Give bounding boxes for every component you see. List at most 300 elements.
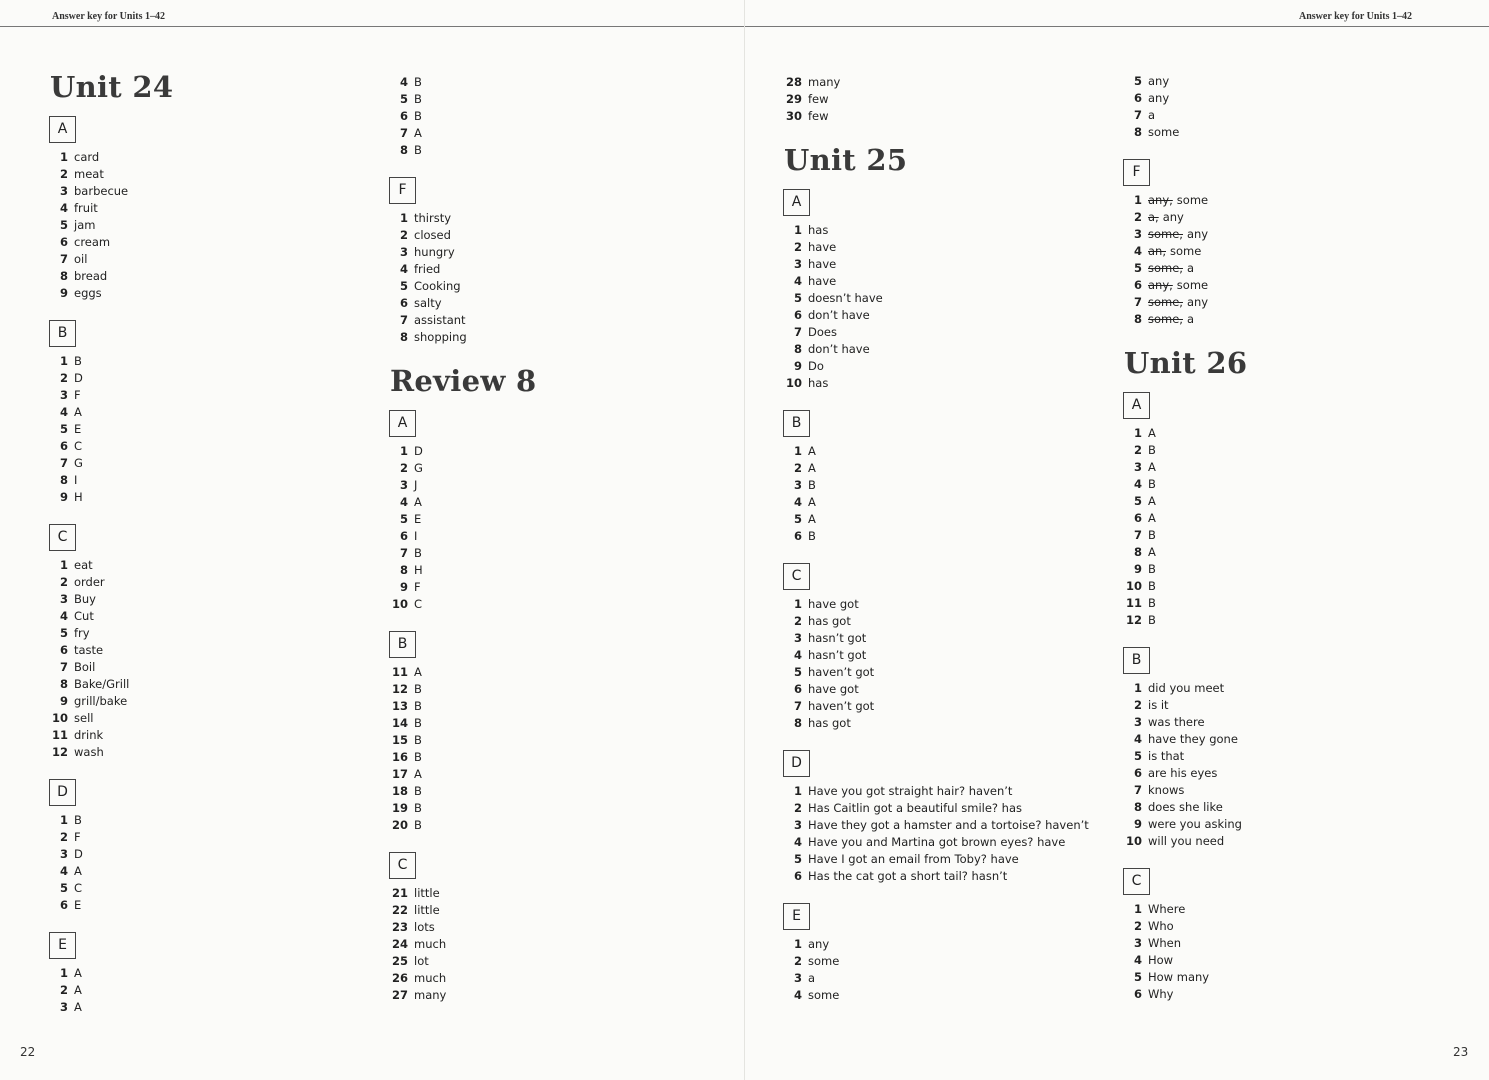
answer-number: 2 (59, 167, 68, 181)
exercise-letter-box: C (1123, 868, 1150, 895)
answer-text: any, (1148, 193, 1173, 207)
answer-text: B (414, 801, 422, 815)
answer-text: drink (74, 728, 104, 742)
answer-number: 9 (59, 490, 68, 504)
answer-row (50, 489, 173, 506)
answer-number: 4 (793, 988, 802, 1002)
answer-number: 4 (59, 405, 68, 419)
answer-number: 6 (1133, 278, 1142, 292)
answer-row (784, 256, 1089, 273)
answer-number: 7 (59, 456, 68, 470)
answer-text: order (74, 575, 105, 589)
exercise-section (1124, 868, 1247, 1003)
answer-text: don’t have (808, 342, 870, 356)
answer-number: 9 (793, 359, 802, 373)
answer-text: A (414, 665, 422, 679)
answer-row (784, 783, 1089, 800)
answer-number: 3 (399, 478, 408, 492)
unit-title: Review 8 (390, 364, 537, 398)
answer-row (50, 999, 173, 1016)
answer-number: 3 (793, 971, 802, 985)
answer-number: 7 (399, 546, 408, 560)
answer-text: eat (74, 558, 93, 572)
exercise-section (50, 932, 173, 1016)
answer-number: 5 (1133, 74, 1142, 88)
answer-number: 3 (59, 592, 68, 606)
answer-number: 3 (793, 257, 802, 271)
answer-text: is it (1148, 698, 1169, 712)
answer-text: B (74, 813, 82, 827)
answer-number: 7 (1133, 528, 1142, 542)
answer-text: taste (74, 643, 104, 657)
answer-number: 7 (1133, 783, 1142, 797)
answer-text: B (414, 818, 422, 832)
answer-text: fruit (74, 201, 98, 215)
unit-title: Unit 26 (1124, 346, 1248, 380)
answer-number: 11 (51, 728, 68, 742)
answer-text: Buy (74, 592, 96, 606)
column-2 (390, 74, 537, 1022)
answer-row (1124, 311, 1247, 328)
answer-row (390, 885, 537, 902)
answer-number: 3 (59, 388, 68, 402)
answer-number: 2 (1133, 698, 1142, 712)
answer-number: 1 (59, 813, 68, 827)
answer-text: H (74, 490, 83, 504)
answer-text: A (808, 512, 816, 526)
answer-row (390, 817, 537, 834)
answer-row (784, 324, 1089, 341)
answer-text: fried (414, 262, 441, 276)
answer-row (1124, 612, 1247, 629)
answer-number: 7 (1133, 295, 1142, 309)
answer-number: 6 (59, 898, 68, 912)
answer-text: knows (1148, 783, 1185, 797)
answer-text: few (808, 92, 829, 106)
answer-row (1124, 833, 1247, 850)
answer-row (50, 183, 173, 200)
answer-text: shopping (414, 330, 467, 344)
corrected-answer: a (1186, 261, 1195, 275)
answer-number: 8 (59, 677, 68, 691)
exercise-section (50, 779, 173, 914)
answer-row (1124, 294, 1247, 311)
answer-row (50, 149, 173, 166)
answer-text: B (1148, 562, 1156, 576)
answer-text: don’t have (808, 308, 870, 322)
corrected-answer: any (1162, 210, 1184, 224)
answer-row (784, 74, 1089, 91)
answer-row (784, 108, 1089, 125)
answer-row (1124, 209, 1247, 226)
answer-row (50, 574, 173, 591)
answer-number: 5 (1133, 494, 1142, 508)
answer-row (390, 936, 537, 953)
answer-row (390, 766, 537, 783)
answer-text: doesn’t have (808, 291, 883, 305)
answer-number: 4 (59, 201, 68, 215)
answer-text: any (808, 937, 830, 951)
answer-row (50, 387, 173, 404)
answer-text: B (414, 716, 422, 730)
answer-number: 1 (59, 354, 68, 368)
answer-text: haven’t got (808, 699, 875, 713)
answer-text: Why (1148, 987, 1174, 1001)
answer-text: thirsty (414, 211, 452, 225)
answer-text: card (74, 150, 100, 164)
answer-number: 3 (399, 245, 408, 259)
exercise-section (390, 852, 537, 1004)
answer-number: 20 (391, 818, 408, 832)
answer-number: 6 (399, 529, 408, 543)
answer-row (50, 404, 173, 421)
left-page-number: 22 (20, 1045, 36, 1059)
answer-number: 4 (399, 75, 408, 89)
answer-number: 5 (793, 665, 802, 679)
answer-text: a, (1148, 210, 1159, 224)
exercise-section (1124, 159, 1247, 328)
answer-text: J (414, 478, 418, 492)
answer-text: B (808, 529, 816, 543)
answer-row (50, 472, 173, 489)
answer-number: 6 (399, 109, 408, 123)
answer-number: 6 (399, 296, 408, 310)
answer-row (784, 358, 1089, 375)
answer-number: 2 (399, 461, 408, 475)
answer-row (390, 579, 537, 596)
answer-number: 1 (793, 223, 802, 237)
answer-row (390, 108, 537, 125)
answer-row (50, 268, 173, 285)
answer-number: 10 (51, 711, 68, 725)
exercise-letter-box: A (783, 189, 810, 216)
answer-text: hasn’t got (808, 648, 867, 662)
answer-number: 4 (793, 495, 802, 509)
exercise-letter-box: B (1123, 647, 1150, 674)
answer-row (50, 642, 173, 659)
answer-number: 12 (391, 682, 408, 696)
corrected-answer: any (1186, 227, 1209, 241)
answer-number: 7 (59, 252, 68, 266)
exercise-letter-box: C (389, 852, 416, 879)
answer-row (784, 664, 1089, 681)
answer-row (390, 800, 537, 817)
exercise-section (784, 750, 1089, 885)
answer-text: A (1148, 494, 1156, 508)
answer-number: 8 (399, 143, 408, 157)
answer-row (784, 936, 1089, 953)
answer-number: 6 (59, 439, 68, 453)
answer-number: 3 (1133, 227, 1142, 241)
answer-row (784, 834, 1089, 851)
answer-text: any, (1148, 278, 1173, 292)
answer-number: 2 (1133, 443, 1142, 457)
answer-number: 8 (1133, 800, 1142, 814)
answer-text: some (1148, 125, 1180, 139)
answer-text: B (1148, 528, 1156, 542)
answer-number: 4 (59, 609, 68, 623)
answer-number: 8 (1133, 125, 1142, 139)
answer-text: are his eyes (1148, 766, 1218, 780)
answer-number: 6 (1133, 987, 1142, 1001)
answer-text: has (808, 223, 829, 237)
answer-number: 5 (1133, 970, 1142, 984)
answer-text: B (414, 546, 422, 560)
answer-row (784, 987, 1089, 1004)
answer-row (784, 800, 1089, 817)
left-header-rule (0, 26, 744, 27)
answer-row (390, 74, 537, 91)
answer-text: have got (808, 682, 859, 696)
answer-row (1124, 527, 1247, 544)
answer-text: How many (1148, 970, 1210, 984)
answer-number: 1 (59, 558, 68, 572)
answer-row (50, 591, 173, 608)
answer-text: Bake/Grill (74, 677, 130, 691)
answer-text: some, (1148, 312, 1183, 326)
answer-number: 7 (399, 313, 408, 327)
answer-number: 5 (59, 218, 68, 232)
answer-row (1124, 578, 1247, 595)
answer-row (784, 647, 1089, 664)
answer-number: 6 (1133, 766, 1142, 780)
continued-list (390, 74, 537, 159)
unit-title: Unit 25 (784, 143, 908, 177)
answer-number: 5 (59, 881, 68, 895)
answer-number: 9 (59, 286, 68, 300)
answer-text: Have you got straight hair? haven’t (808, 784, 1013, 798)
answer-row (1124, 697, 1247, 714)
answer-text: B (1148, 579, 1156, 593)
answer-row (50, 812, 173, 829)
answer-row (50, 659, 173, 676)
answer-row (390, 596, 537, 613)
answer-text: has (808, 376, 829, 390)
answer-text: B (808, 478, 816, 492)
answer-row (390, 460, 537, 477)
answer-text: D (414, 444, 423, 458)
answer-text: Has the cat got a short tail? hasn’t (808, 869, 1008, 883)
answer-row (784, 681, 1089, 698)
answer-number: 1 (793, 597, 802, 611)
answer-number: 3 (793, 478, 802, 492)
answer-row (1124, 595, 1247, 612)
answer-row (1124, 935, 1247, 952)
answer-number: 6 (1133, 511, 1142, 525)
answer-number: 5 (1133, 749, 1142, 763)
answer-number: 14 (391, 716, 408, 730)
answer-number: 2 (1133, 210, 1142, 224)
answer-text: jam (74, 218, 96, 232)
answer-text: E (74, 898, 82, 912)
answer-number: 5 (399, 92, 408, 106)
answer-text: B (1148, 613, 1156, 627)
answer-number: 8 (399, 330, 408, 344)
answer-row (1124, 260, 1247, 277)
answer-text: little (414, 886, 440, 900)
answer-number: 5 (793, 291, 802, 305)
corrected-answer: some (1170, 244, 1202, 258)
exercise-section (784, 903, 1089, 1004)
answer-number: 2 (793, 461, 802, 475)
answer-text: B (414, 75, 422, 89)
answer-number: 22 (391, 903, 408, 917)
answer-row (390, 329, 537, 346)
answer-text: A (414, 495, 422, 509)
answer-text: B (414, 682, 422, 696)
answer-row (784, 953, 1089, 970)
answer-number: 9 (1133, 817, 1142, 831)
answer-text: Have they got a hamster and a tortoise? haven’t (808, 818, 1089, 832)
column-1 (50, 70, 173, 1034)
answer-row (390, 987, 537, 1004)
answer-row (390, 783, 537, 800)
answer-text: Boil (74, 660, 96, 674)
answer-row (1124, 442, 1247, 459)
answer-number: 5 (59, 626, 68, 640)
answer-number: 6 (793, 682, 802, 696)
answer-text: some, (1148, 261, 1183, 275)
answer-text: G (414, 461, 423, 475)
answer-row (390, 511, 537, 528)
answer-text: A (414, 767, 422, 781)
answer-number: 3 (793, 818, 802, 832)
exercise-section (390, 177, 537, 346)
continued-list (1124, 73, 1247, 141)
answer-text: A (1148, 511, 1156, 525)
answer-row (390, 494, 537, 511)
answer-row (50, 557, 173, 574)
answer-number: 5 (793, 512, 802, 526)
answer-row (1124, 748, 1247, 765)
answer-text: some (808, 988, 840, 1002)
answer-row (50, 166, 173, 183)
answer-number: 2 (793, 801, 802, 815)
answer-number: 7 (793, 325, 802, 339)
answer-row (50, 880, 173, 897)
answer-number: 26 (391, 971, 408, 985)
answer-text: B (414, 109, 422, 123)
answer-row (50, 965, 173, 982)
answer-row (1124, 731, 1247, 748)
answer-number: 17 (391, 767, 408, 781)
exercise-letter-box: B (783, 410, 810, 437)
exercise-letter-box: A (389, 410, 416, 437)
answer-row (50, 846, 173, 863)
answer-row (1124, 714, 1247, 731)
unit-title: Unit 24 (50, 70, 174, 104)
exercise-letter-box: E (49, 932, 76, 959)
answer-row (390, 278, 537, 295)
answer-row (784, 460, 1089, 477)
answer-text: I (414, 529, 418, 543)
answer-number: 4 (793, 648, 802, 662)
answer-text: have they gone (1148, 732, 1238, 746)
answer-text: much (414, 971, 447, 985)
answer-row (784, 341, 1089, 358)
answer-number: 5 (793, 852, 802, 866)
answer-text: some, (1148, 295, 1183, 309)
answer-text: D (74, 371, 83, 385)
answer-text: B (414, 92, 422, 106)
answer-text: fry (74, 626, 90, 640)
answer-text: will you need (1148, 834, 1225, 848)
answer-number: 29 (785, 92, 802, 106)
answer-text: A (808, 444, 816, 458)
answer-row (1124, 680, 1247, 697)
answer-text: E (414, 512, 422, 526)
answer-row (1124, 918, 1247, 935)
answer-text: Have you and Martina got brown eyes? have (808, 835, 1066, 849)
exercise-section (50, 320, 173, 506)
answer-text: have (808, 240, 837, 254)
answer-text: many (808, 75, 841, 89)
answer-text: When (1148, 936, 1182, 950)
answer-row (50, 370, 173, 387)
answer-text: some, (1148, 227, 1183, 241)
exercise-letter-box: D (49, 779, 76, 806)
answer-text: A (808, 461, 816, 475)
answer-number: 25 (391, 954, 408, 968)
answer-text: Has Caitlin got a beautiful smile? has (808, 801, 1023, 815)
answer-row (50, 353, 173, 370)
answer-row (784, 511, 1089, 528)
answer-row (390, 562, 537, 579)
answer-row (390, 902, 537, 919)
answer-number: 21 (391, 886, 408, 900)
answer-row (390, 715, 537, 732)
answer-number: 30 (785, 109, 802, 123)
answer-row (1124, 544, 1247, 561)
answer-text: C (414, 597, 423, 611)
answer-number: 12 (1125, 613, 1142, 627)
right-header-rule (744, 26, 1489, 27)
answer-number: 5 (399, 512, 408, 526)
answer-row (50, 608, 173, 625)
answer-row (784, 91, 1089, 108)
column-4 (1124, 73, 1247, 1021)
answer-row (784, 494, 1089, 511)
answer-number: 8 (1133, 545, 1142, 559)
answer-text: was there (1148, 715, 1205, 729)
answer-number: 7 (59, 660, 68, 674)
answer-text: B (414, 143, 422, 157)
answer-text: A (414, 126, 422, 140)
answer-number: 10 (391, 597, 408, 611)
answer-text: hungry (414, 245, 455, 259)
answer-number: 1 (59, 150, 68, 164)
answer-row (1124, 782, 1247, 799)
answer-row (1124, 901, 1247, 918)
answer-number: 3 (793, 631, 802, 645)
answer-text: sell (74, 711, 94, 725)
answer-text: A (808, 495, 816, 509)
answer-text: A (74, 966, 82, 980)
answer-row (784, 375, 1089, 392)
answer-number: 19 (391, 801, 408, 815)
answer-number: 6 (793, 869, 802, 883)
answer-row (1124, 425, 1247, 442)
exercise-letter-box: B (389, 631, 416, 658)
answer-number: 1 (1133, 902, 1142, 916)
answer-row (50, 438, 173, 455)
answer-row (784, 970, 1089, 987)
answer-number: 4 (1133, 477, 1142, 491)
answer-row (390, 142, 537, 159)
answer-text: lots (414, 920, 435, 934)
corrected-answer: some (1176, 193, 1209, 207)
answer-row (1124, 90, 1247, 107)
